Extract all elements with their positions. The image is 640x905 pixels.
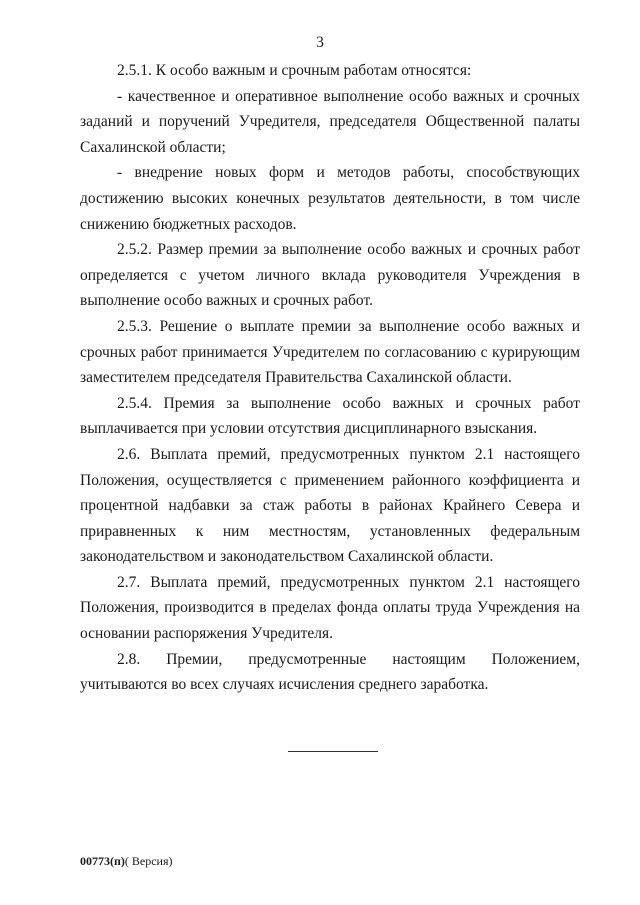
paragraph-2-8: 2.8. Премии, предусмотренные настоящим Положением, учитываются во всех случаях исчисления среднего заработка. xyxy=(80,650,580,694)
paragraph-2-5-2: 2.5.2. Размер премии за выполнение особо важных и срочных работ определяется с учетом личного вклада руководителя Учреждения в выполнение особо важных и срочных работ. xyxy=(80,241,580,310)
page-number: 3 xyxy=(316,34,324,51)
paragraph-2-5-3: 2.5.3. Решение о выплате премии за выполнение особо важных и срочных работ принимается Учредителем по согласованию с курирующим заместителем председателя Правительства Сахалинской области. xyxy=(80,317,580,387)
paragraph-2-6: 2.6. Выплата премий, предусмотренных пунктом 2.1 настоящего Положения, осуществляется с применением районного коэффициента и процентной надбавки за стаж работы в районах Крайнего Севера и приравненных к ним местностям, установленных федеральным законодательством и законодательством Сахалинской области. xyxy=(80,445,580,566)
paragraph-2-5-1-item-2: - внедрение новых форм и методов работы, способствующих достижению высоких конечных результатов деятельности, в том числе снижению бюджетных расходов. xyxy=(80,164,580,233)
document-body xyxy=(80,58,580,698)
end-divider xyxy=(288,751,378,752)
paragraph-2-7: 2.7. Выплата премий, предусмотренных пунктом 2.1 настоящего Положения, производится в пределах фонда оплаты труда Учреждения на основании распоряжения Учредителя. xyxy=(80,573,580,643)
document-version: ( Версия) xyxy=(124,854,173,868)
paragraph-2-5-4: 2.5.4. Премия за выполнение особо важных и срочных работ выплачивается при условии отсутствия дисциплинарного взыскания. xyxy=(80,394,580,438)
paragraph-2-5-1-item-1: - качественное и оперативное выполнение особо важных и срочных заданий и поручений Учредителя, председателя Общественной палаты Сахалинской области; xyxy=(80,87,580,156)
document-code: 00773(п) xyxy=(80,854,125,868)
paragraph-2-5-1: 2.5.1. К особо важным и срочным работам относятся: xyxy=(117,62,472,79)
footer xyxy=(80,854,173,869)
